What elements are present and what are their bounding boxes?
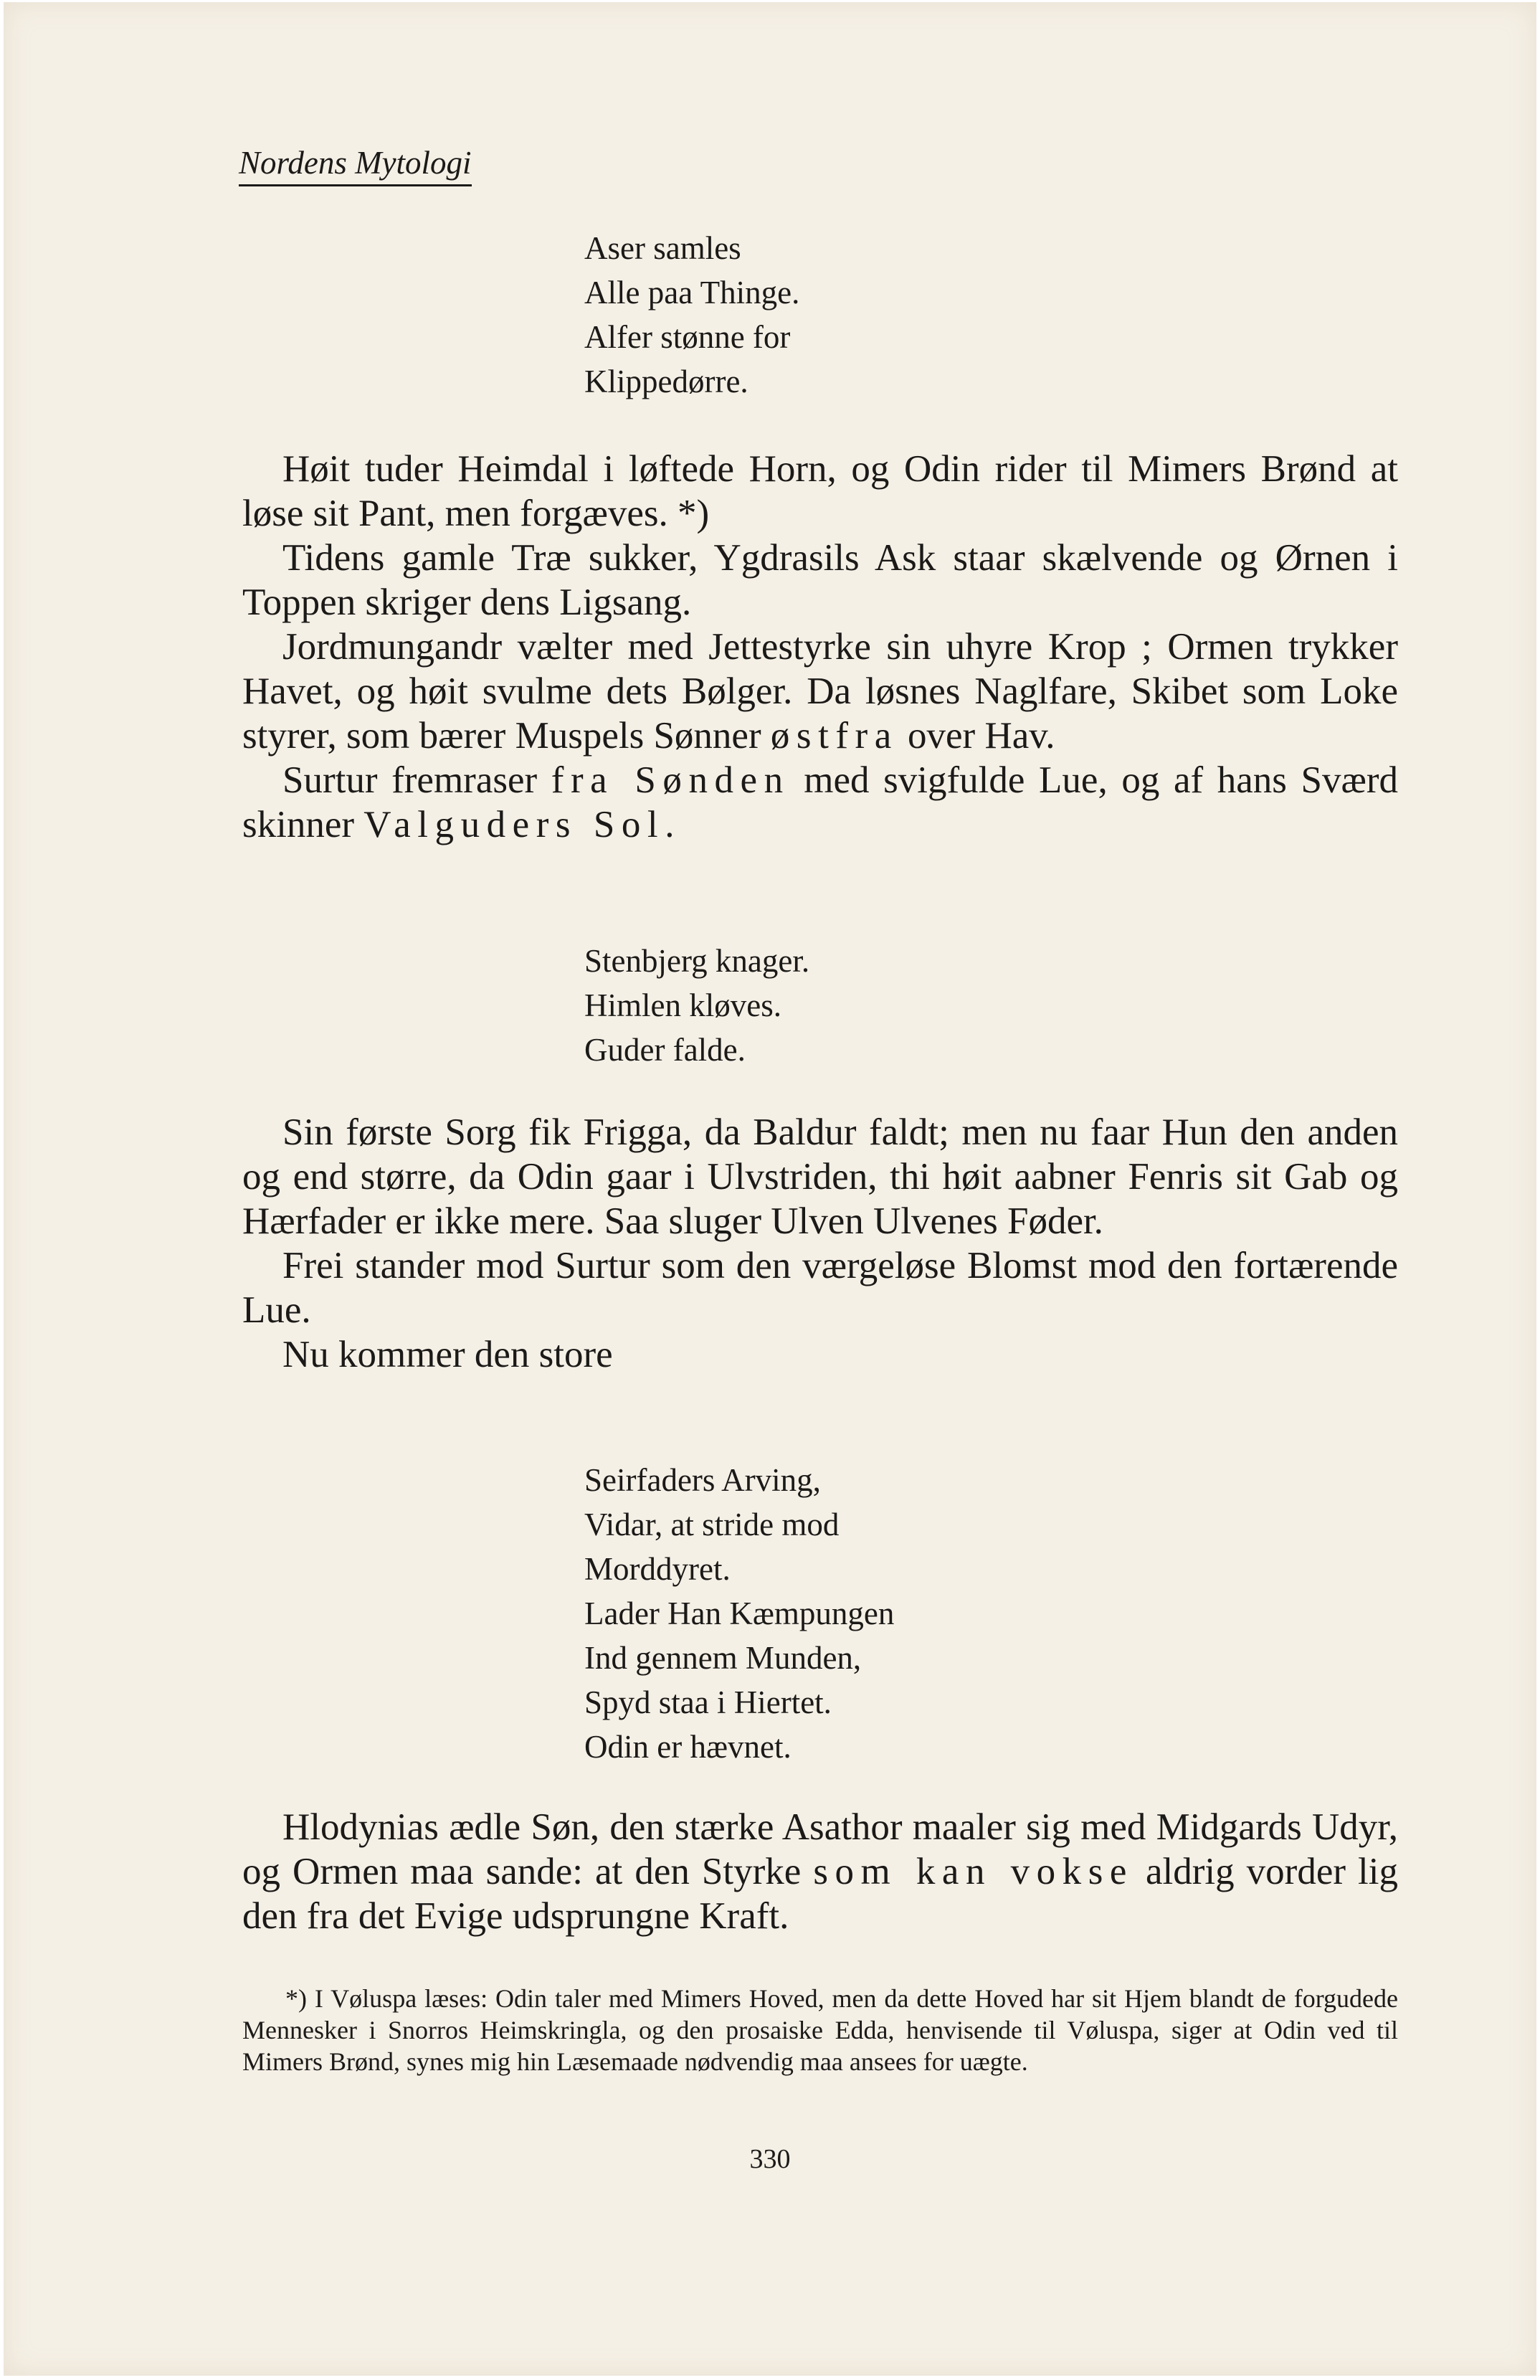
prose-block-2 — [242, 1110, 1398, 1377]
page-number: 330 — [749, 2144, 791, 2174]
text-run: over Hav. — [908, 715, 1055, 757]
prose-block-3 — [242, 1805, 1398, 1938]
verse-line: Guder falde. — [584, 1032, 746, 1068]
text-run: aldrig vorder lig den fra det Evige udsprungne Kraft. — [242, 1851, 1398, 1937]
paragraph-asathor — [242, 1805, 1398, 1938]
text-run: Jordmungandr vælter med Jettestyrke sin uhyre Krop ; Ormen trykker Havet, og høit svulme dets Bølger. Da løsnes Naglfare, Skibet som Loke styrer, som bærer Muspels Sønner — [242, 626, 1398, 757]
spaced-text: som kan vokse — [813, 1851, 1133, 1892]
paragraph-heimdal: Høit tuder Heimdal i løftede Horn, og Odin rider til Mimers Brønd at løse sit Pant, men forgæves. *) — [242, 448, 1398, 534]
verse-line: Vidar, at stride mod — [584, 1507, 840, 1542]
verse-stenbjerg — [584, 939, 809, 1072]
running-header: Nordens Mytologi — [239, 143, 472, 186]
verse-line: Himlen kløves. — [584, 987, 781, 1023]
paragraph-surtur — [242, 758, 1398, 847]
paragraph-frei: Frei stander mod Surtur som den værgeløse Blomst mod den fortærende Lue. — [242, 1245, 1398, 1331]
spaced-text: fra Sønden — [551, 759, 790, 801]
verse-line: Alle paa Thinge. — [584, 275, 800, 310]
text-run: Hlodynias ædle Søn, den stærke Asathor maaler sig med Midgards Udyr, og Ormen maa sande: at den Styrke — [242, 1806, 1398, 1892]
verse-aser-samles — [584, 226, 799, 404]
verse-line: Seirfaders Arving, — [584, 1462, 821, 1498]
paragraph-nu-kommer: Nu kommer den store — [282, 1334, 613, 1375]
text-run: Surtur fremraser — [282, 759, 538, 801]
paragraph-frigga: Sin første Sorg fik Frigga, da Baldur faldt; men nu faar Hun den anden og end større, da Odin gaar i Ulvstriden, thi høit aabner Fenris sit Gab og Hærfader er ikke mere. Saa sluger Ulven Ulvenes Føder. — [242, 1111, 1398, 1242]
verse-line: Lader Han Kæmpungen — [584, 1596, 895, 1631]
verse-line: Aser samles — [584, 230, 741, 266]
verse-seirfaders-arving — [584, 1458, 894, 1769]
text-run: med svigfulde Lue, og af hans Sværd skinner — [242, 759, 1399, 845]
spaced-text: Valguders Sol. — [363, 804, 681, 845]
footnote: *) I Vøluspa læses: Odin taler med Mimers Hoved, men da dette Hoved har sit Hjem blandt de forgudede Mennesker i Snorros Heimskringla, og den prosaiske Edda, henvisende til Vøluspa, siger at Odin ved til Mimers Brønd, synes mig hin Læsemaade nødvendig maa ansees for uægte. — [242, 1984, 1398, 2076]
verse-line: Ind gennem Munden, — [584, 1640, 862, 1676]
spaced-text: østfra — [770, 715, 898, 757]
paragraph-jordmungandr — [242, 625, 1398, 758]
verse-line: Odin er hævnet. — [584, 1729, 792, 1765]
verse-line: Morddyret. — [584, 1551, 731, 1587]
book-page — [4, 2, 1536, 2376]
prose-block-1 — [242, 447, 1398, 847]
verse-line: Stenbjerg knager. — [584, 943, 810, 979]
verse-line: Spyd staa i Hiertet. — [584, 1684, 832, 1720]
verse-line: Alfer stønne for — [584, 319, 791, 355]
paragraph-ygdrasil: Tidens gamle Træ sukker, Ygdrasils Ask staar skælvende og Ørnen i Toppen skriger dens Ligsang. — [242, 537, 1398, 623]
verse-line: Klippedørre. — [584, 364, 748, 399]
